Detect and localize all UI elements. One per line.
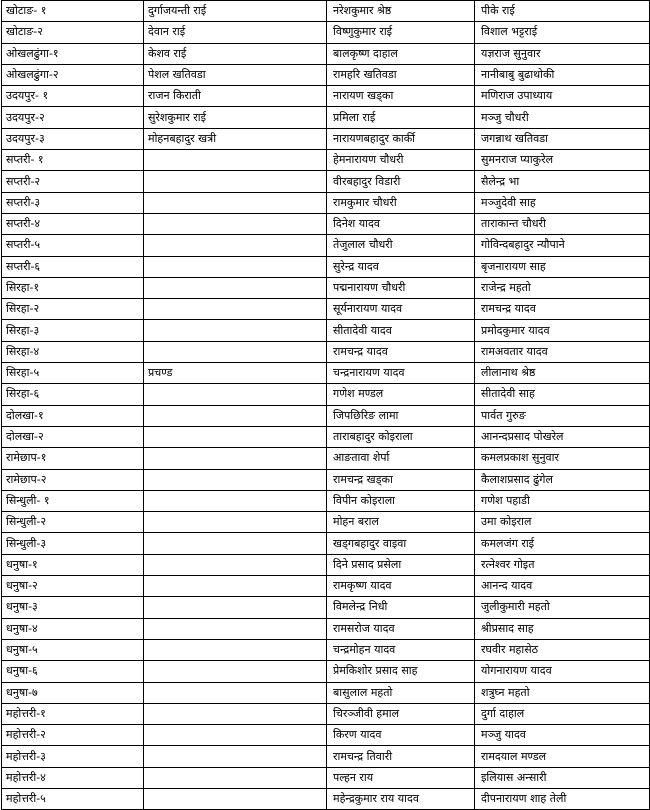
- column-2-cell: राजन किराती: [144, 86, 327, 107]
- constituency-cell: महोत्तरी-३: [2, 746, 144, 767]
- constituency-cell: सप्तरी- १: [2, 150, 144, 171]
- column-2-cell: [144, 618, 327, 639]
- column-3-cell: किरण यादव: [327, 725, 475, 746]
- constituency-cell: सिरहा-४: [2, 341, 144, 362]
- column-4-cell: रामचन्द्र यादव: [475, 299, 650, 320]
- constituency-cell: सिन्धुली-२: [2, 512, 144, 533]
- column-3-cell: चन्द्रनारायण यादव: [327, 363, 475, 384]
- column-4-cell: आनन्द यादव: [475, 576, 650, 597]
- column-4-cell: रत्नेश्वर गोइत: [475, 554, 650, 575]
- column-2-cell: [144, 469, 327, 490]
- table-row: [2, 320, 650, 341]
- column-3-cell: बासुलाल महतो: [327, 682, 475, 703]
- column-3-cell: रामसरोज यादव: [327, 618, 475, 639]
- column-2-cell: [144, 235, 327, 256]
- column-2-cell: [144, 746, 327, 767]
- table-row: [2, 256, 650, 277]
- column-3-cell: रामकृष्ण यादव: [327, 576, 475, 597]
- table-body: [2, 1, 650, 810]
- constituency-cell: सप्तरी-३: [2, 192, 144, 213]
- column-2-cell: [144, 341, 327, 362]
- column-4-cell: सैलेन्द्र भा: [475, 171, 650, 192]
- column-3-cell: दिनेश यादव: [327, 213, 475, 234]
- column-2-cell: केशव राई: [144, 43, 327, 64]
- constituency-cell: महोत्तरी-५: [2, 788, 144, 809]
- column-2-cell: [144, 448, 327, 469]
- column-2-cell: [144, 533, 327, 554]
- table-row: [2, 405, 650, 426]
- constituency-cell: धनुषा-३: [2, 597, 144, 618]
- constituency-cell: सप्तरी-६: [2, 256, 144, 277]
- column-4-cell: रामदयाल मण्डल: [475, 746, 650, 767]
- column-2-cell: [144, 384, 327, 405]
- column-2-cell: [144, 767, 327, 788]
- column-3-cell: जिपछिरिङ लामा: [327, 405, 475, 426]
- column-2-cell: [144, 320, 327, 341]
- column-4-cell: गोविन्दबहादुर न्यौपाने: [475, 235, 650, 256]
- column-2-cell: [144, 426, 327, 447]
- table-row: [2, 192, 650, 213]
- column-3-cell: महेन्द्रकुमार राय यादव: [327, 788, 475, 809]
- column-2-cell: [144, 213, 327, 234]
- column-4-cell: रघवीर महासेठ: [475, 639, 650, 660]
- column-2-cell: [144, 405, 327, 426]
- column-4-cell: पार्वत गुरुङ: [475, 405, 650, 426]
- column-3-cell: सुरेन्द्र यादव: [327, 256, 475, 277]
- table-row: [2, 554, 650, 575]
- column-4-cell: मञ्जु यादव: [475, 725, 650, 746]
- constituency-cell: खोटाङ-२: [2, 22, 144, 43]
- column-3-cell: चन्द्रमोहन यादव: [327, 639, 475, 660]
- column-4-cell: दीपनारायण शाह तेली: [475, 788, 650, 809]
- constituency-cell: सप्तरी-४: [2, 213, 144, 234]
- constituency-cell: सप्तरी-२: [2, 171, 144, 192]
- table-row: [2, 618, 650, 639]
- column-2-cell: पेशल खतिवडा: [144, 64, 327, 85]
- column-2-cell: [144, 788, 327, 809]
- constituency-cell: दोलखा-२: [2, 426, 144, 447]
- column-3-cell: चिरञ्जीवी हमाल: [327, 703, 475, 724]
- column-2-cell: [144, 150, 327, 171]
- constituency-cell: सिरहा-१: [2, 277, 144, 298]
- table-row: [2, 469, 650, 490]
- column-4-cell: आनन्दप्रसाद पोखरेल: [475, 426, 650, 447]
- column-3-cell: सूर्यनारायण यादव: [327, 299, 475, 320]
- constituency-cell: दोलखा-१: [2, 405, 144, 426]
- column-3-cell: नारायण खड्का: [327, 86, 475, 107]
- column-4-cell: सुमनराज प्याकुरेल: [475, 150, 650, 171]
- constituency-cell: सिरहा-२: [2, 299, 144, 320]
- column-4-cell: श्रीप्रसाद साह: [475, 618, 650, 639]
- column-3-cell: पद्मनारायण चौधरी: [327, 277, 475, 298]
- table-row: [2, 703, 650, 724]
- constituency-cell: महोत्तरी-१: [2, 703, 144, 724]
- column-3-cell: प्रेमकिशोर प्रसाद साह: [327, 661, 475, 682]
- column-4-cell: उमा कोइराल: [475, 512, 650, 533]
- column-3-cell: नारायणबहादुर कार्की: [327, 128, 475, 149]
- column-4-cell: लीलानाथ श्रेष्ठ: [475, 363, 650, 384]
- column-2-cell: [144, 576, 327, 597]
- column-4-cell: ताराकान्त चौधरी: [475, 213, 650, 234]
- column-4-cell: मणिराज उपाध्याय: [475, 86, 650, 107]
- column-2-cell: प्रचण्ड: [144, 363, 327, 384]
- column-4-cell: कमलजंग राई: [475, 533, 650, 554]
- column-4-cell: गणेश पहाडी: [475, 490, 650, 511]
- constituency-cell: धनुषा-१: [2, 554, 144, 575]
- column-2-cell: [144, 639, 327, 660]
- constituency-cell: सिरहा-३: [2, 320, 144, 341]
- column-3-cell: विमलेन्द्र निधी: [327, 597, 475, 618]
- column-2-cell: [144, 490, 327, 511]
- table-row: [2, 299, 650, 320]
- constituency-cell: उदयपुर-२: [2, 107, 144, 128]
- column-3-cell: विष्णुकुमार राई: [327, 22, 475, 43]
- column-3-cell: वीरबहादुर विडारी: [327, 171, 475, 192]
- column-2-cell: [144, 512, 327, 533]
- table-row: [2, 213, 650, 234]
- table-row: [2, 661, 650, 682]
- constituency-cell: सिरहा-५: [2, 363, 144, 384]
- column-4-cell: नानीबाबु बुढाथोकी: [475, 64, 650, 85]
- column-3-cell: बालकृष्ण दाहाल: [327, 43, 475, 64]
- column-3-cell: सीतादेवी यादव: [327, 320, 475, 341]
- column-4-cell: कैलाशप्रसाद ढुंगेल: [475, 469, 650, 490]
- table-row: [2, 171, 650, 192]
- column-4-cell: बृजनारायण साह: [475, 256, 650, 277]
- column-3-cell: विपीन कोइराला: [327, 490, 475, 511]
- table-row: [2, 363, 650, 384]
- column-4-cell: यज्ञराज सुनुवार: [475, 43, 650, 64]
- constituency-cell: सिरहा-६: [2, 384, 144, 405]
- table-row: [2, 788, 650, 809]
- column-3-cell: तेजुलाल चौधरी: [327, 235, 475, 256]
- constituency-cell: महोत्तरी-२: [2, 725, 144, 746]
- constituency-cell: महोत्तरी-४: [2, 767, 144, 788]
- constituency-cell: ओखलढुंगा-२: [2, 64, 144, 85]
- column-2-cell: [144, 554, 327, 575]
- table-row: [2, 277, 650, 298]
- constituency-cell: ओखलढुंगा-१: [2, 43, 144, 64]
- column-2-cell: [144, 682, 327, 703]
- column-3-cell: हेमनारायण चौधरी: [327, 150, 475, 171]
- column-4-cell: इलियास अन्सारी: [475, 767, 650, 788]
- constituency-cell: खोटाङ- १: [2, 1, 144, 22]
- table-row: [2, 128, 650, 149]
- constituency-cell: सप्तरी-५: [2, 235, 144, 256]
- column-3-cell: रामचन्द्र तिवारी: [327, 746, 475, 767]
- column-3-cell: रामहरि खतिवडा: [327, 64, 475, 85]
- column-3-cell: खड्गबहादुर वाइवा: [327, 533, 475, 554]
- column-3-cell: गणेश मण्डल: [327, 384, 475, 405]
- column-2-cell: देवान राई: [144, 22, 327, 43]
- table-row: [2, 341, 650, 362]
- column-2-cell: [144, 277, 327, 298]
- column-2-cell: [144, 597, 327, 618]
- table-row: [2, 384, 650, 405]
- column-4-cell: जगन्नाथ खतिवडा: [475, 128, 650, 149]
- table-row: [2, 43, 650, 64]
- table-row: [2, 448, 650, 469]
- column-4-cell: योगनारायण यादव: [475, 661, 650, 682]
- column-4-cell: दुर्गा दाहाल: [475, 703, 650, 724]
- table-row: [2, 426, 650, 447]
- constituency-cell: धनुषा-६: [2, 661, 144, 682]
- candidate-table: [1, 0, 650, 810]
- column-2-cell: [144, 725, 327, 746]
- constituency-cell: उदयपुर-३: [2, 128, 144, 149]
- column-2-cell: मोहनबहादुर खत्री: [144, 128, 327, 149]
- constituency-cell: उदयपुर- १: [2, 86, 144, 107]
- table-row: [2, 746, 650, 767]
- table-row: [2, 767, 650, 788]
- table-row: [2, 64, 650, 85]
- column-2-cell: [144, 703, 327, 724]
- table-row: [2, 490, 650, 511]
- table-row: [2, 639, 650, 660]
- column-4-cell: पीके राई: [475, 1, 650, 22]
- table-row: [2, 235, 650, 256]
- column-4-cell: राजेन्द्र महतो: [475, 277, 650, 298]
- column-2-cell: [144, 256, 327, 277]
- column-3-cell: पल्हन राय: [327, 767, 475, 788]
- column-3-cell: रामकुमार चौधरी: [327, 192, 475, 213]
- column-3-cell: रामचन्द्र खड्का: [327, 469, 475, 490]
- table-row: [2, 1, 650, 22]
- constituency-cell: रामेछाप-१: [2, 448, 144, 469]
- column-3-cell: ताराबहादुर कोइराला: [327, 426, 475, 447]
- table-row: [2, 22, 650, 43]
- constituency-cell: धनुषा-७: [2, 682, 144, 703]
- constituency-cell: सिन्धुली- १: [2, 490, 144, 511]
- column-4-cell: सीतादेवी साह: [475, 384, 650, 405]
- column-2-cell: दुर्गाजयन्ती राई: [144, 1, 327, 22]
- table-row: [2, 576, 650, 597]
- column-4-cell: जुलीकुमारी महतो: [475, 597, 650, 618]
- column-4-cell: शत्रुघ्न महतो: [475, 682, 650, 703]
- table-row: [2, 682, 650, 703]
- column-2-cell: [144, 299, 327, 320]
- table-row: [2, 107, 650, 128]
- column-4-cell: प्रमोदकुमार यादव: [475, 320, 650, 341]
- column-3-cell: प्रमिला राई: [327, 107, 475, 128]
- column-4-cell: मञ्जु चौधरी: [475, 107, 650, 128]
- column-3-cell: रामचन्द्र यादव: [327, 341, 475, 362]
- constituency-cell: रामेछाप-२: [2, 469, 144, 490]
- column-2-cell: सुरेशकुमार राई: [144, 107, 327, 128]
- table-row: [2, 512, 650, 533]
- constituency-cell: धनुषा-२: [2, 576, 144, 597]
- column-3-cell: दिने प्रसाद प्रसेला: [327, 554, 475, 575]
- constituency-cell: सिन्धुली-३: [2, 533, 144, 554]
- constituency-cell: धनुषा-४: [2, 618, 144, 639]
- column-2-cell: [144, 171, 327, 192]
- column-3-cell: आङतावा शेर्पा: [327, 448, 475, 469]
- table-row: [2, 86, 650, 107]
- column-4-cell: कमलप्रकाश सुनुवार: [475, 448, 650, 469]
- table-row: [2, 533, 650, 554]
- column-3-cell: नरेशकुमार श्रेष्ठ: [327, 1, 475, 22]
- table-row: [2, 597, 650, 618]
- table-row: [2, 725, 650, 746]
- column-2-cell: [144, 192, 327, 213]
- column-4-cell: रामअवतार यादव: [475, 341, 650, 362]
- column-2-cell: [144, 661, 327, 682]
- column-4-cell: विशाल भट्टराई: [475, 22, 650, 43]
- constituency-cell: धनुषा-५: [2, 639, 144, 660]
- column-4-cell: मञ्जुदेवी साह: [475, 192, 650, 213]
- column-3-cell: मोहन बराल: [327, 512, 475, 533]
- table-row: [2, 150, 650, 171]
